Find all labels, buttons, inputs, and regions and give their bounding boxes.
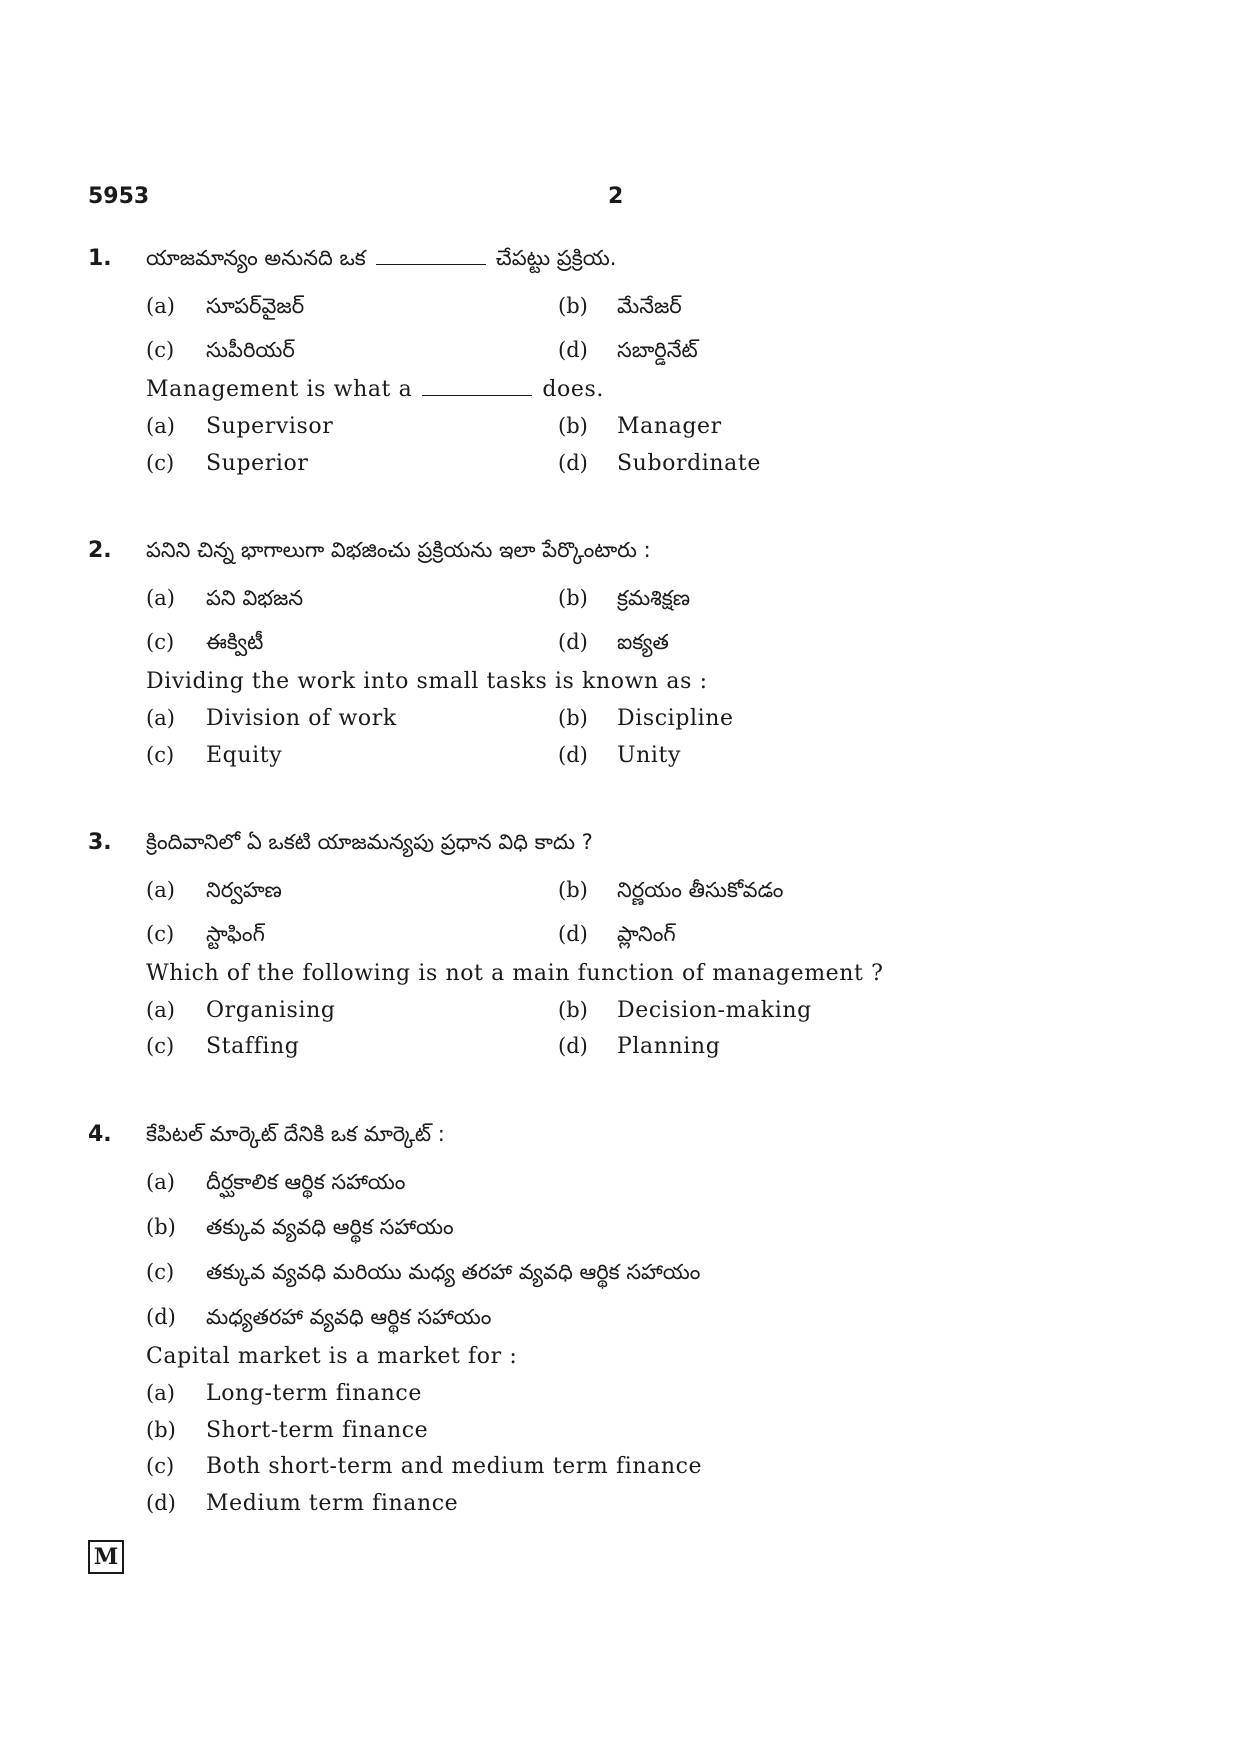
series-box: M bbox=[88, 1540, 124, 1574]
question-text-telugu: యాజమాన్యం అనునది ఒక చేపట్టు ప్రక్రియ. bbox=[146, 246, 617, 270]
option-telugu: సుపీరియర్ bbox=[206, 338, 295, 362]
option-label: (b) bbox=[558, 414, 588, 438]
paper-code: 5953 bbox=[88, 184, 150, 209]
option-telugu: క్రమశిక్షణ bbox=[617, 586, 691, 610]
option-label: (d) bbox=[558, 630, 588, 654]
option-telugu: ఈక్విటీ bbox=[206, 630, 264, 654]
option-label: (b) bbox=[558, 878, 588, 902]
option-telugu: సబార్డినేట్ bbox=[617, 338, 698, 362]
option-telugu: తక్కువ వ్యవధి మరియు మధ్య తరహా వ్యవధి ఆర్థిక సహాయం bbox=[206, 1260, 701, 1284]
option-telugu: నిర్వహణ bbox=[206, 878, 282, 902]
option-telugu: ప్లానింగ్ bbox=[617, 922, 676, 946]
option-english: Unity bbox=[617, 743, 682, 768]
option-label: (d) bbox=[146, 1305, 176, 1329]
option-telugu: సూపర్‌వైజర్ bbox=[206, 294, 305, 318]
option-telugu: ఐక్యత bbox=[617, 630, 669, 654]
option-label: (b) bbox=[146, 1215, 176, 1239]
option-label: (b) bbox=[558, 706, 588, 730]
option-label: (d) bbox=[146, 1491, 176, 1515]
option-telugu: మేనేజర్ bbox=[617, 294, 682, 318]
option-telugu: నిర్ణయం తీసుకోవడం bbox=[617, 878, 784, 902]
option-label: (c) bbox=[146, 743, 175, 767]
option-label: (c) bbox=[146, 1454, 175, 1478]
option-label: (b) bbox=[146, 1418, 176, 1442]
option-label: (a) bbox=[146, 294, 175, 318]
option-label: (a) bbox=[146, 706, 175, 730]
option-label: (a) bbox=[146, 1170, 175, 1194]
question-text-telugu: కేపిటల్ మార్కెట్ దేనికి ఒక మార్కెట్ : bbox=[146, 1122, 445, 1146]
option-english: Superior bbox=[206, 451, 309, 476]
option-label: (b) bbox=[558, 998, 588, 1022]
option-telugu: పని విభజన bbox=[206, 586, 304, 610]
option-english: Planning bbox=[617, 1034, 721, 1059]
option-english: Decision-making bbox=[617, 998, 812, 1023]
option-telugu: దీర్ఘకాలిక ఆర్థిక సహాయం bbox=[206, 1170, 406, 1194]
option-english: Organising bbox=[206, 998, 336, 1023]
question-number: 3. bbox=[88, 830, 112, 855]
question-number: 4. bbox=[88, 1122, 112, 1147]
option-english: Staffing bbox=[206, 1034, 300, 1059]
option-label: (c) bbox=[146, 1260, 175, 1284]
question-text-english: Capital market is a market for : bbox=[146, 1344, 518, 1369]
option-telugu: స్టాఫింగ్ bbox=[206, 922, 265, 946]
question-text-english: Which of the following is not a main function of management ? bbox=[146, 961, 884, 986]
option-label: (d) bbox=[558, 922, 588, 946]
option-label: (a) bbox=[146, 414, 175, 438]
option-telugu: మధ్యతరహా వ్యవధి ఆర్థిక సహాయం bbox=[206, 1305, 492, 1329]
option-label: (c) bbox=[146, 451, 175, 475]
option-label: (b) bbox=[558, 294, 588, 318]
answer-blank bbox=[422, 377, 532, 396]
option-english: Supervisor bbox=[206, 414, 334, 439]
option-english: Equity bbox=[206, 743, 283, 768]
option-label: (c) bbox=[146, 922, 175, 946]
option-label: (d) bbox=[558, 451, 588, 475]
option-english: Long-term finance bbox=[206, 1381, 422, 1406]
option-label: (a) bbox=[146, 586, 175, 610]
option-english: Medium term finance bbox=[206, 1491, 459, 1516]
option-english: Subordinate bbox=[617, 451, 761, 476]
question-text-telugu: పనిని చిన్న భాగాలుగా విభజించు ప్రక్రియను ఇలా పేర్కొంటారు : bbox=[146, 538, 651, 562]
option-label: (c) bbox=[146, 338, 175, 362]
question-text-english: Dividing the work into small tasks is known as : bbox=[146, 669, 708, 694]
option-label: (a) bbox=[146, 1381, 175, 1405]
question-text-telugu: క్రిందివానిలో ఏ ఒకటి యాజమన్యపు ప్రధాన విధి కాదు ? bbox=[146, 830, 593, 854]
page-number: 2 bbox=[608, 184, 624, 209]
option-label: (d) bbox=[558, 338, 588, 362]
question-number: 2. bbox=[88, 538, 112, 563]
option-label: (d) bbox=[558, 743, 588, 767]
answer-blank bbox=[376, 246, 486, 265]
option-english: Short-term finance bbox=[206, 1418, 429, 1443]
option-english: Discipline bbox=[617, 706, 734, 731]
question-number: 1. bbox=[88, 246, 112, 271]
option-english: Manager bbox=[617, 414, 722, 439]
option-label: (c) bbox=[146, 1034, 175, 1058]
option-telugu: తక్కువ వ్యవధి ఆర్థిక సహాయం bbox=[206, 1215, 454, 1239]
option-english: Both short-term and medium term finance bbox=[206, 1454, 703, 1479]
question-text-english: Management is what a does. bbox=[146, 377, 604, 402]
option-label: (c) bbox=[146, 630, 175, 654]
option-label: (a) bbox=[146, 998, 175, 1022]
option-english: Division of work bbox=[206, 706, 397, 731]
option-label: (b) bbox=[558, 586, 588, 610]
option-label: (a) bbox=[146, 878, 175, 902]
option-label: (d) bbox=[558, 1034, 588, 1058]
